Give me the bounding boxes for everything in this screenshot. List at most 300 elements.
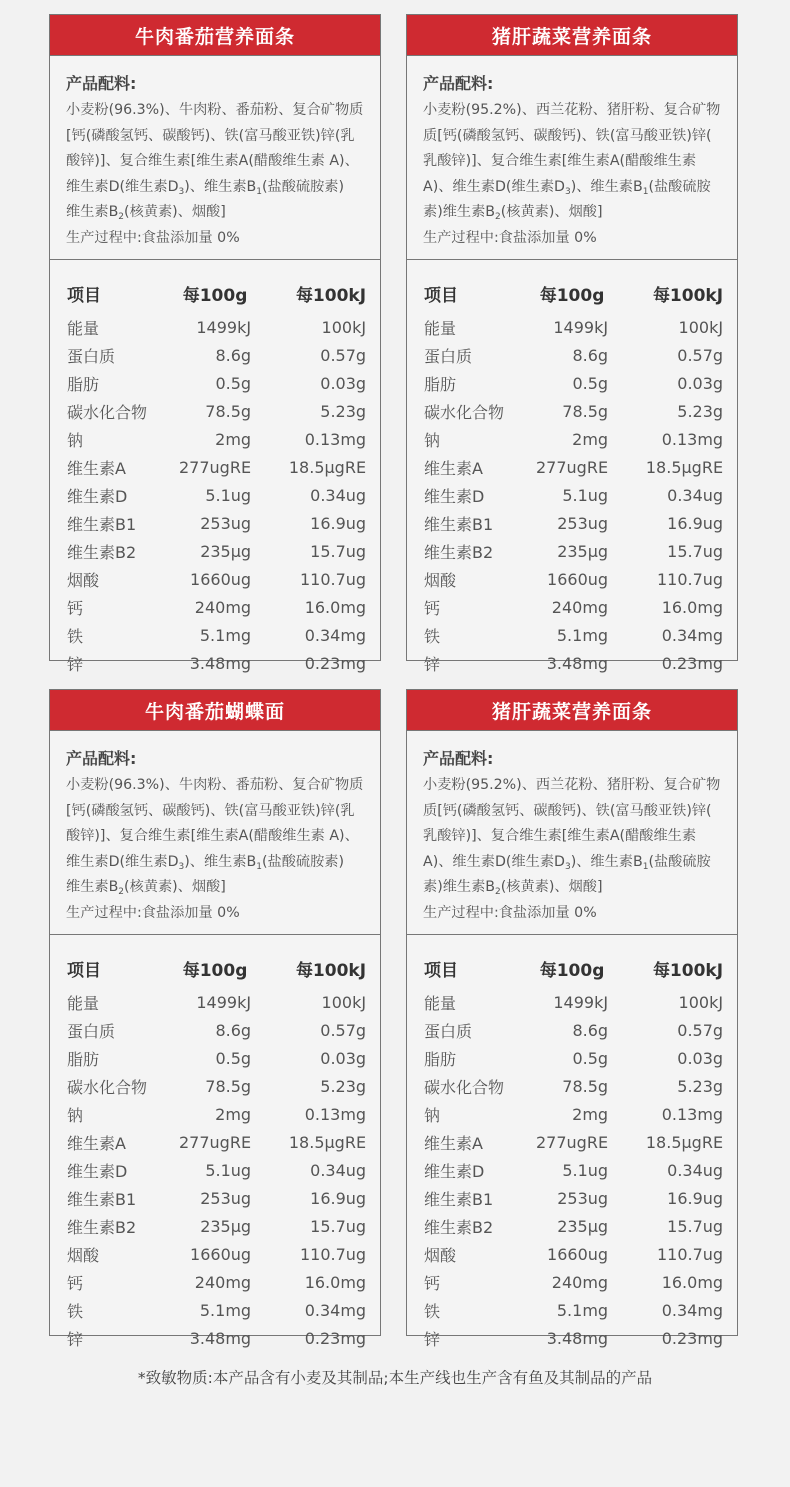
table-row — [423, 1324, 724, 1352]
header-item: 项目 — [67, 960, 101, 981]
nutrient-name: 蛋白质 — [424, 1021, 473, 1041]
value-per-100kj: 110.7ug — [299, 569, 367, 589]
value-per-100g: 1660ug — [190, 1244, 252, 1264]
nutrition-panel — [406, 14, 738, 674]
ingredients-line: 小麦粉(95.2%)、西兰花粉、猪肝粉、复合矿物 — [423, 102, 721, 118]
value-per-100kj: 16.0mg — [661, 597, 724, 617]
value-per-100g: 240mg — [551, 1272, 609, 1292]
value-per-100kj: 0.57g — [320, 345, 367, 365]
table-row — [423, 621, 724, 649]
ingredients-line — [66, 875, 372, 901]
table-row — [66, 1268, 367, 1296]
ingredients-fragment: A)、维生素D(维生素D — [423, 178, 565, 195]
value-per-100g: 240mg — [194, 597, 252, 617]
table-row — [66, 481, 367, 509]
nutrient-name: 能量 — [424, 993, 457, 1013]
header-per-100kj: 每100kJ — [295, 960, 367, 981]
value-per-100kj: 0.34mg — [304, 1300, 367, 1320]
salt-note: 生产过程中:食盐添加量 0% — [66, 904, 240, 921]
header-item: 项目 — [424, 960, 458, 981]
ingredients-fragment: (核黄素)、烟酸] — [500, 879, 603, 895]
ingredients-fragment: 素)维生素B — [423, 879, 496, 895]
ingredients-line: [钙(磷酸氢钙、碳酸钙)、铁(富马酸亚铁)锌(乳 — [66, 127, 355, 144]
table-row — [423, 1184, 724, 1212]
value-per-100g: 5.1mg — [556, 625, 609, 645]
value-per-100kj: 110.7ug — [656, 569, 724, 589]
nutrient-name: 锌 — [424, 1329, 441, 1349]
panel-title: 牛肉番茄蝴蝶面 — [50, 690, 380, 731]
ingredients-text — [423, 98, 729, 251]
table-row — [423, 565, 724, 593]
value-per-100kj: 16.9ug — [310, 1188, 367, 1208]
nutrient-name: 烟酸 — [424, 1245, 457, 1265]
allergen-footnote: *致敏物质:本产品含有小麦及其制品;本生产线也生产含有鱼及其制品的产品 — [137, 1369, 653, 1387]
ingredients-fragment: (盐酸硫胺素) — [262, 178, 345, 195]
nutrition-table — [423, 948, 724, 1352]
header-per-100kj: 每100kJ — [652, 285, 724, 306]
ingredients-line: 酸锌)]、复合维生素[维生素A(醋酸维生素 A)、 — [66, 153, 359, 169]
ingredients-label: 产品配料: — [66, 74, 137, 93]
ingredients-text — [423, 773, 729, 926]
nutrient-name: 能量 — [424, 318, 457, 338]
ingredients-section — [407, 731, 737, 935]
ingredients-fragment: )、维生素B — [184, 178, 257, 195]
panel-title: 猪肝蔬菜营养面条 — [407, 690, 737, 731]
value-per-100kj: 0.34mg — [661, 625, 724, 645]
table-row — [423, 1268, 724, 1296]
value-per-100g: 8.6g — [572, 1020, 609, 1040]
ingredients-line — [66, 850, 372, 876]
value-per-100kj: 15.7ug — [667, 1216, 724, 1236]
value-per-100kj: 0.34ug — [667, 1160, 724, 1180]
table-row — [423, 341, 724, 369]
value-per-100g: 1499kJ — [196, 992, 252, 1012]
table-header-row — [423, 273, 724, 313]
ingredients-line — [423, 875, 729, 901]
value-per-100kj: 15.7ug — [310, 1216, 367, 1236]
value-per-100kj: 18.5μgRE — [645, 1132, 724, 1152]
header-per-100g: 每100g — [182, 285, 248, 306]
value-per-100kj: 100kJ — [678, 992, 724, 1012]
ingredients-fragment: 3 — [564, 861, 571, 872]
ingredients-fragment: 维生素B — [66, 204, 119, 220]
table-row — [423, 313, 724, 341]
table-row — [423, 397, 724, 425]
nutrient-name: 钠 — [67, 430, 84, 450]
value-per-100g: 1499kJ — [196, 317, 252, 337]
table-row — [66, 1072, 367, 1100]
value-per-100g: 240mg — [194, 1272, 252, 1292]
value-per-100kj: 0.23mg — [304, 653, 367, 673]
table-row — [423, 1100, 724, 1128]
nutrient-name: 维生素B2 — [424, 542, 494, 562]
ingredients-line: 乳酸锌)]、复合维生素[维生素A(醋酸维生素 — [423, 153, 697, 169]
value-per-100g: 5.1ug — [205, 1160, 252, 1180]
value-per-100kj: 100kJ — [321, 317, 367, 337]
nutrient-name: 铁 — [424, 1301, 441, 1321]
value-per-100g: 78.5g — [562, 401, 609, 421]
ingredients-line: [钙(磷酸氢钙、碳酸钙)、铁(富马酸亚铁)锌(乳 — [66, 802, 355, 819]
table-row — [423, 593, 724, 621]
table-row — [66, 1184, 367, 1212]
value-per-100g: 3.48mg — [546, 653, 609, 673]
nutrient-name: 锌 — [67, 654, 84, 674]
salt-note: 生产过程中:食盐添加量 0% — [66, 229, 240, 246]
nutrient-name: 钠 — [424, 430, 441, 450]
table-row — [66, 1240, 367, 1268]
ingredients-fragment: (盐酸硫胺素) — [262, 853, 345, 870]
nutrient-name: 脂肪 — [67, 1049, 100, 1069]
table-row — [423, 1212, 724, 1240]
table-row — [66, 1324, 367, 1352]
ingredients-label: 产品配料: — [66, 749, 137, 768]
value-per-100g: 3.48mg — [189, 1328, 252, 1348]
table-row — [423, 537, 724, 565]
value-per-100kj: 18.5μgRE — [288, 1132, 367, 1152]
nutrient-name: 能量 — [67, 993, 100, 1013]
nutrient-name: 钙 — [67, 1273, 84, 1293]
value-per-100kj: 110.7ug — [656, 1244, 724, 1264]
nutrient-name: 烟酸 — [424, 570, 457, 590]
nutrient-name: 蛋白质 — [67, 1021, 116, 1041]
value-per-100g: 78.5g — [205, 1076, 252, 1096]
nutrient-name: 维生素B1 — [424, 514, 494, 534]
ingredients-section — [50, 56, 380, 260]
ingredients-line: 小麦粉(95.2%)、西兰花粉、猪肝粉、复合矿物 — [423, 777, 721, 793]
ingredients-fragment: (盐酸硫胺 — [648, 853, 711, 870]
table-row — [423, 453, 724, 481]
table-row — [423, 1156, 724, 1184]
ingredients-fragment: 2 — [495, 212, 501, 222]
nutrient-name: 维生素D — [67, 486, 128, 506]
ingredients-fragment: 1 — [642, 861, 649, 872]
nutrient-name: 维生素B1 — [67, 514, 137, 534]
value-per-100kj: 15.7ug — [667, 541, 724, 561]
value-per-100g: 5.1mg — [199, 625, 252, 645]
ingredients-line — [423, 850, 729, 876]
ingredients-fragment: 2 — [495, 887, 501, 897]
nutrient-name: 钙 — [424, 598, 441, 618]
ingredients-line: 质[钙(磷酸氢钙、碳酸钙)、铁(富马酸亚铁)锌( — [423, 802, 712, 819]
value-per-100g: 8.6g — [215, 345, 252, 365]
ingredients-line — [423, 200, 729, 226]
value-per-100g: 253ug — [557, 513, 609, 533]
value-per-100kj: 5.23g — [677, 401, 724, 421]
nutrient-name: 铁 — [424, 626, 441, 646]
value-per-100kj: 0.57g — [677, 1020, 724, 1040]
value-per-100g: 3.48mg — [546, 1328, 609, 1348]
value-per-100kj: 0.34ug — [667, 485, 724, 505]
value-per-100kj: 5.23g — [677, 1076, 724, 1096]
value-per-100g: 8.6g — [572, 345, 609, 365]
value-per-100g: 1499kJ — [553, 317, 609, 337]
value-per-100g: 277ugRE — [179, 1132, 252, 1152]
nutrient-name: 铁 — [67, 1301, 84, 1321]
nutrient-name: 铁 — [67, 626, 84, 646]
nutrient-name: 钙 — [424, 1273, 441, 1293]
value-per-100kj: 15.7ug — [310, 541, 367, 561]
ingredients-fragment: )、维生素B — [570, 178, 643, 195]
ingredients-fragment: 3 — [178, 186, 185, 197]
ingredients-section — [50, 731, 380, 935]
table-row — [66, 1296, 367, 1324]
ingredients-line: 酸锌)]、复合维生素[维生素A(醋酸维生素 A)、 — [66, 828, 359, 844]
value-per-100kj: 0.57g — [677, 345, 724, 365]
ingredients-fragment: 1 — [256, 186, 263, 197]
value-per-100kj: 16.0mg — [304, 597, 367, 617]
table-row — [423, 1240, 724, 1268]
salt-note: 生产过程中:食盐添加量 0% — [423, 904, 597, 921]
value-per-100g: 235μg — [557, 1216, 609, 1236]
nutrient-name: 维生素B2 — [424, 1217, 494, 1237]
value-per-100kj: 0.03g — [320, 1048, 367, 1068]
ingredients-fragment: 1 — [256, 861, 263, 872]
value-per-100kj: 0.34ug — [310, 1160, 367, 1180]
table-row — [423, 369, 724, 397]
nutrient-name: 碳水化合物 — [67, 402, 148, 422]
nutrition-panel — [49, 689, 381, 1349]
nutrient-name: 维生素B1 — [67, 1189, 137, 1209]
nutrient-name: 碳水化合物 — [424, 402, 505, 422]
value-per-100kj: 110.7ug — [299, 1244, 367, 1264]
ingredients-line — [66, 175, 372, 201]
value-per-100g: 277ugRE — [536, 457, 609, 477]
nutrition-panel — [49, 14, 381, 674]
header-per-100g: 每100g — [182, 960, 248, 981]
nutrient-name: 维生素A — [424, 458, 483, 478]
table-row — [423, 649, 724, 677]
table-row — [423, 509, 724, 537]
header-per-100kj: 每100kJ — [652, 960, 724, 981]
value-per-100kj: 18.5μgRE — [645, 457, 724, 477]
value-per-100g: 3.48mg — [189, 653, 252, 673]
value-per-100g: 1660ug — [547, 569, 609, 589]
nutrient-name: 维生素D — [424, 486, 485, 506]
header-item: 项目 — [424, 285, 458, 306]
nutrient-name: 维生素A — [67, 1133, 126, 1153]
ingredients-label: 产品配料: — [423, 749, 494, 768]
nutrient-name: 维生素A — [67, 458, 126, 478]
nutrient-name: 维生素D — [424, 1161, 485, 1181]
value-per-100kj: 0.03g — [677, 1048, 724, 1068]
value-per-100kj: 0.13mg — [661, 429, 724, 449]
nutrient-name: 脂肪 — [67, 374, 100, 394]
value-per-100g: 8.6g — [215, 1020, 252, 1040]
table-row — [66, 509, 367, 537]
nutrient-name: 锌 — [424, 654, 441, 674]
table-header-row — [66, 273, 367, 313]
ingredients-fragment: 1 — [642, 186, 649, 197]
nutrition-panel — [406, 689, 738, 1349]
ingredients-line: 质[钙(磷酸氢钙、碳酸钙)、铁(富马酸亚铁)锌( — [423, 127, 712, 144]
value-per-100kj: 0.57g — [320, 1020, 367, 1040]
nutrient-name: 烟酸 — [67, 1245, 100, 1265]
nutrient-name: 维生素B1 — [424, 1189, 494, 1209]
ingredients-fragment: A)、维生素D(维生素D — [423, 853, 565, 870]
nutrient-name: 维生素A — [424, 1133, 483, 1153]
value-per-100kj: 0.03g — [677, 373, 724, 393]
table-row — [66, 565, 367, 593]
ingredients-fragment: 2 — [118, 887, 125, 897]
value-per-100g: 0.5g — [215, 373, 252, 393]
table-header-row — [423, 948, 724, 988]
nutrition-table — [66, 273, 367, 677]
value-per-100g: 2mg — [215, 429, 252, 449]
value-per-100g: 253ug — [200, 513, 252, 533]
table-row — [66, 1156, 367, 1184]
value-per-100g: 2mg — [215, 1104, 252, 1124]
nutrition-table — [423, 273, 724, 677]
ingredients-fragment: )、维生素B — [184, 853, 257, 870]
ingredients-text — [66, 98, 372, 251]
ingredients-fragment: 维生素B — [66, 879, 119, 895]
value-per-100g: 235μg — [557, 541, 609, 561]
value-per-100g: 2mg — [572, 429, 609, 449]
value-per-100kj: 16.0mg — [304, 1272, 367, 1292]
value-per-100g: 1660ug — [547, 1244, 609, 1264]
table-row — [66, 453, 367, 481]
value-per-100g: 1660ug — [190, 569, 252, 589]
value-per-100kj: 5.23g — [320, 401, 367, 421]
nutrient-name: 脂肪 — [424, 1049, 457, 1069]
value-per-100kj: 16.9ug — [310, 513, 367, 533]
table-row — [66, 537, 367, 565]
nutrition-table — [66, 948, 367, 1352]
table-row — [66, 313, 367, 341]
table-row — [66, 621, 367, 649]
value-per-100g: 78.5g — [205, 401, 252, 421]
table-row — [66, 593, 367, 621]
ingredients-fragment: (核黄素)、烟酸] — [124, 204, 226, 220]
ingredients-fragment: )、维生素B — [570, 853, 643, 870]
nutrient-name: 钠 — [424, 1105, 441, 1125]
value-per-100g: 5.1mg — [556, 1300, 609, 1320]
value-per-100g: 2mg — [572, 1104, 609, 1124]
ingredients-fragment: 素)维生素B — [423, 204, 496, 220]
value-per-100kj: 16.0mg — [661, 1272, 724, 1292]
table-row — [66, 425, 367, 453]
value-per-100kj: 0.23mg — [304, 1328, 367, 1348]
nutrient-name: 钙 — [67, 598, 84, 618]
value-per-100g: 5.1ug — [562, 485, 609, 505]
table-row — [423, 1296, 724, 1324]
value-per-100kj: 16.9ug — [667, 1188, 724, 1208]
table-row — [423, 425, 724, 453]
ingredients-section — [407, 56, 737, 260]
value-per-100kj: 0.34mg — [304, 625, 367, 645]
table-row — [66, 341, 367, 369]
value-per-100g: 253ug — [200, 1188, 252, 1208]
value-per-100g: 235μg — [200, 1216, 252, 1236]
nutrient-name: 蛋白质 — [67, 346, 116, 366]
value-per-100kj: 0.23mg — [661, 653, 724, 673]
table-row — [423, 1016, 724, 1044]
table-row — [66, 397, 367, 425]
value-per-100kj: 0.34mg — [661, 1300, 724, 1320]
ingredients-fragment: (核黄素)、烟酸] — [124, 879, 226, 895]
nutrient-name: 碳水化合物 — [67, 1077, 148, 1097]
header-per-100kj: 每100kJ — [295, 285, 367, 306]
header-item: 项目 — [67, 285, 101, 306]
value-per-100g: 5.1ug — [562, 1160, 609, 1180]
value-per-100kj: 0.13mg — [304, 1104, 367, 1124]
value-per-100kj: 0.23mg — [661, 1328, 724, 1348]
value-per-100kj: 0.13mg — [661, 1104, 724, 1124]
value-per-100g: 0.5g — [215, 1048, 252, 1068]
ingredients-line: 乳酸锌)]、复合维生素[维生素A(醋酸维生素 — [423, 828, 697, 844]
nutrient-name: 维生素B2 — [67, 542, 137, 562]
value-per-100g: 0.5g — [572, 1048, 609, 1068]
ingredients-text — [66, 773, 372, 926]
table-row — [423, 1128, 724, 1156]
ingredients-line — [423, 175, 729, 201]
table-row — [423, 1072, 724, 1100]
value-per-100kj: 100kJ — [678, 317, 724, 337]
ingredients-line: 小麦粉(96.3%)、牛肉粉、番茄粉、复合矿物质 — [66, 102, 364, 118]
value-per-100g: 5.1ug — [205, 485, 252, 505]
value-per-100g: 253ug — [557, 1188, 609, 1208]
nutrient-name: 锌 — [67, 1329, 84, 1349]
value-per-100kj: 18.5μgRE — [288, 457, 367, 477]
table-row — [66, 1044, 367, 1072]
value-per-100g: 240mg — [551, 597, 609, 617]
table-row — [66, 1128, 367, 1156]
value-per-100kj: 100kJ — [321, 992, 367, 1012]
header-per-100g: 每100g — [539, 960, 605, 981]
table-row — [423, 481, 724, 509]
nutrient-name: 能量 — [67, 318, 100, 338]
nutrient-name: 维生素D — [67, 1161, 128, 1181]
table-row — [66, 988, 367, 1016]
ingredients-line — [66, 200, 372, 226]
table-row — [66, 1212, 367, 1240]
value-per-100g: 277ugRE — [536, 1132, 609, 1152]
table-row — [66, 369, 367, 397]
header-per-100g: 每100g — [539, 285, 605, 306]
ingredients-fragment: 2 — [118, 212, 125, 222]
ingredients-fragment: 维生素D(维生素D — [66, 178, 179, 195]
ingredients-line: 小麦粉(96.3%)、牛肉粉、番茄粉、复合矿物质 — [66, 777, 364, 793]
ingredients-fragment: 3 — [564, 186, 571, 197]
value-per-100kj: 0.03g — [320, 373, 367, 393]
panel-title: 牛肉番茄营养面条 — [50, 15, 380, 56]
salt-note: 生产过程中:食盐添加量 0% — [423, 229, 597, 246]
ingredients-label: 产品配料: — [423, 74, 494, 93]
panel-title: 猪肝蔬菜营养面条 — [407, 15, 737, 56]
value-per-100kj: 0.13mg — [304, 429, 367, 449]
nutrient-name: 烟酸 — [67, 570, 100, 590]
table-row — [423, 988, 724, 1016]
value-per-100g: 277ugRE — [179, 457, 252, 477]
nutrient-name: 维生素B2 — [67, 1217, 137, 1237]
nutrient-name: 碳水化合物 — [424, 1077, 505, 1097]
value-per-100kj: 0.34ug — [310, 485, 367, 505]
nutrient-name: 钠 — [67, 1105, 84, 1125]
table-row — [66, 649, 367, 677]
ingredients-fragment: (核黄素)、烟酸] — [500, 204, 603, 220]
ingredients-fragment: (盐酸硫胺 — [648, 178, 711, 195]
value-per-100g: 0.5g — [572, 373, 609, 393]
value-per-100g: 235μg — [200, 541, 252, 561]
value-per-100g: 5.1mg — [199, 1300, 252, 1320]
nutrient-name: 脂肪 — [424, 374, 457, 394]
value-per-100g: 1499kJ — [553, 992, 609, 1012]
value-per-100kj: 16.9ug — [667, 513, 724, 533]
nutrient-name: 蛋白质 — [424, 346, 473, 366]
ingredients-fragment: 3 — [178, 861, 185, 872]
table-row — [66, 1100, 367, 1128]
value-per-100kj: 5.23g — [320, 1076, 367, 1096]
